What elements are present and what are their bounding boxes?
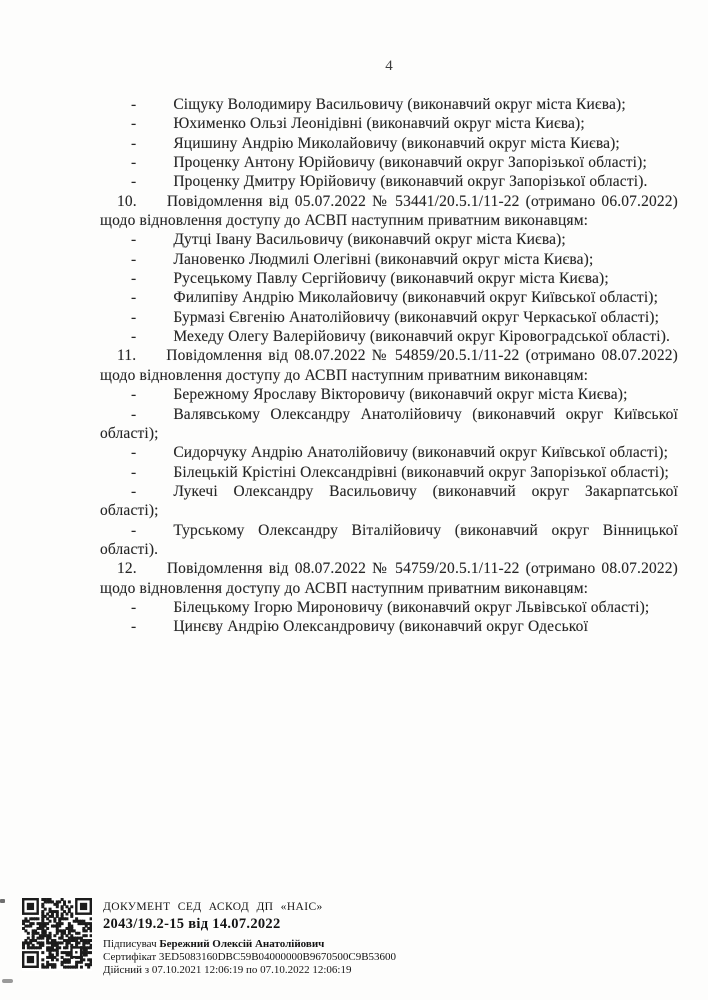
paragraph-number: 11. — [117, 347, 137, 365]
list-item — [100, 327, 678, 346]
list-item-text: Лукечі Олександру Васильовичу (виконавчий округ Закарпатської області); — [100, 482, 678, 520]
list-item — [100, 134, 678, 153]
paragraph-text: Повідомлення від 08.07.2022 № 54859/20.5.1/11-22 (отримано 08.07.2022) щодо відновлення доступу до АСВП наступним приватним виконавцям: — [100, 347, 678, 384]
list-item — [100, 385, 678, 404]
paragraph-number: 10. — [117, 192, 137, 210]
list-item-text: Бурмазі Євгенію Анатолійовичу (виконавчий округ Черкаської області); — [173, 308, 660, 326]
list-item — [100, 617, 678, 636]
list-marker: - — [131, 250, 137, 268]
list-marker: - — [131, 405, 137, 423]
list-item-text: Турському Олександру Віталійовичу (виконавчий округ Вінницької області). — [100, 521, 678, 558]
certificate-line: Сертифікат 3ED5083160DBC59B04000000B9670500C9B53600 — [103, 951, 397, 963]
list-marker: - — [131, 231, 137, 249]
list-marker: - — [131, 173, 137, 191]
paragraph-number: 12. — [117, 560, 137, 578]
list-item-text: Проценку Дмитру Юрійовичу (виконавчий округ Запорізької області). — [173, 173, 648, 191]
list-item-text: Сидорчуку Андрію Анатолійовичу (виконавчий округ Київської області); — [173, 444, 669, 462]
paragraph-text: Повідомлення від 05.07.2022 № 53441/20.5.1/11-22 (отримано 06.07.2022) щодо відновлення доступу до АСВП наступним приватним виконавцям: — [100, 192, 678, 230]
list-item-text: Бережному Ярославу Вікторовичу (виконавчий округ міста Києва); — [173, 386, 628, 404]
list-item — [100, 598, 678, 617]
list-marker: - — [131, 463, 137, 481]
numbered-paragraph — [100, 346, 678, 385]
list-item — [100, 443, 678, 462]
list-item-text: Білецькій Крістіні Олександрівні (виконавчий округ Запорізької області); — [173, 463, 670, 481]
list-marker: - — [131, 154, 137, 172]
list-item — [100, 153, 678, 172]
list-item — [100, 250, 678, 269]
list-marker: - — [131, 328, 137, 346]
numbered-paragraph — [100, 559, 678, 598]
list-item-text: Дутці Івану Васильовичу (виконавчий округ міста Києва); — [173, 231, 566, 249]
document-body — [100, 95, 678, 637]
page-number: 4 — [385, 58, 393, 74]
list-item — [100, 114, 678, 133]
list-marker: - — [131, 115, 137, 133]
list-marker: - — [131, 134, 137, 152]
list-item-text: Сіщуку Володимиру Васильовичу (виконавчий округ міста Києва); — [173, 96, 626, 113]
list-item-text: Юхименко Ользі Леонідівні (виконавчий округ міста Києва); — [173, 115, 585, 133]
list-item-text: Білецькому Ігорю Мироновичу (виконавчий округ Львівської області); — [173, 598, 650, 616]
list-marker: - — [131, 444, 137, 462]
list-item-text: Яцишину Андрію Миколайовичу (виконавчий округ міста Києва); — [173, 134, 620, 152]
list-marker: - — [131, 482, 137, 500]
validity-line: Дійсний з 07.10.2021 12:06:19 по 07.10.2022 12:06:19 — [103, 964, 352, 976]
list-item-text: Мехеду Олегу Валерійовичу (виконавчий округ Кіровоградської області). — [173, 328, 671, 346]
list-marker: - — [131, 386, 137, 404]
signer-line — [103, 938, 396, 950]
paragraph-text: Повідомлення від 08.07.2022 № 54759/20.5.1/11-22 (отримано 08.07.2022) щодо відновлення доступу до АСВП наступним приватним виконавцям: — [100, 560, 678, 597]
list-item-text: Русецькому Павлу Сергійовичу (виконавчий округ міста Києва); — [173, 270, 609, 288]
list-item — [100, 521, 678, 560]
sed-system-line: ДОКУМЕНТ СЕД АСКОД ДП «НАІС» — [103, 901, 323, 913]
list-item — [100, 482, 678, 521]
signature-block — [0, 893, 708, 993]
list-item — [100, 269, 678, 288]
signature-text — [103, 901, 396, 976]
list-marker: - — [131, 598, 137, 616]
list-marker: - — [131, 308, 137, 326]
list-item-text: Лановенко Людмилі Олегівні (виконавчий округ міста Києва); — [173, 250, 594, 268]
numbered-paragraph — [100, 192, 678, 231]
list-marker: - — [131, 289, 137, 307]
list-marker: - — [131, 270, 137, 288]
signer-label: Підписувач — [103, 938, 157, 950]
list-item — [100, 405, 678, 444]
signer-name: Бережний Олексій Анатолійович — [159, 938, 325, 950]
list-item-text: Проценку Антону Юрійовичу (виконавчий округ Запорізької області); — [173, 154, 647, 172]
doc-number-line: 2043/19.2-15 від 14.07.2022 — [103, 916, 281, 932]
list-item-text: Филипіву Андрію Миколайовичу (виконавчий округ Київської області); — [173, 289, 659, 307]
list-marker: - — [131, 618, 137, 636]
list-item — [100, 288, 678, 307]
list-item — [100, 172, 678, 191]
list-item — [100, 463, 678, 482]
list-item-text: Цинєву Андрію Олександровичу (виконавчий округ Одеської — [173, 618, 589, 636]
list-item-text: Валявському Олександру Анатолійовичу (виконавчий округ Київської області); — [100, 405, 678, 442]
list-item — [100, 230, 678, 249]
qr-code — [22, 898, 92, 971]
list-item — [100, 95, 678, 114]
list-item — [100, 308, 678, 327]
list-marker: - — [131, 96, 137, 113]
list-marker: - — [131, 521, 137, 539]
